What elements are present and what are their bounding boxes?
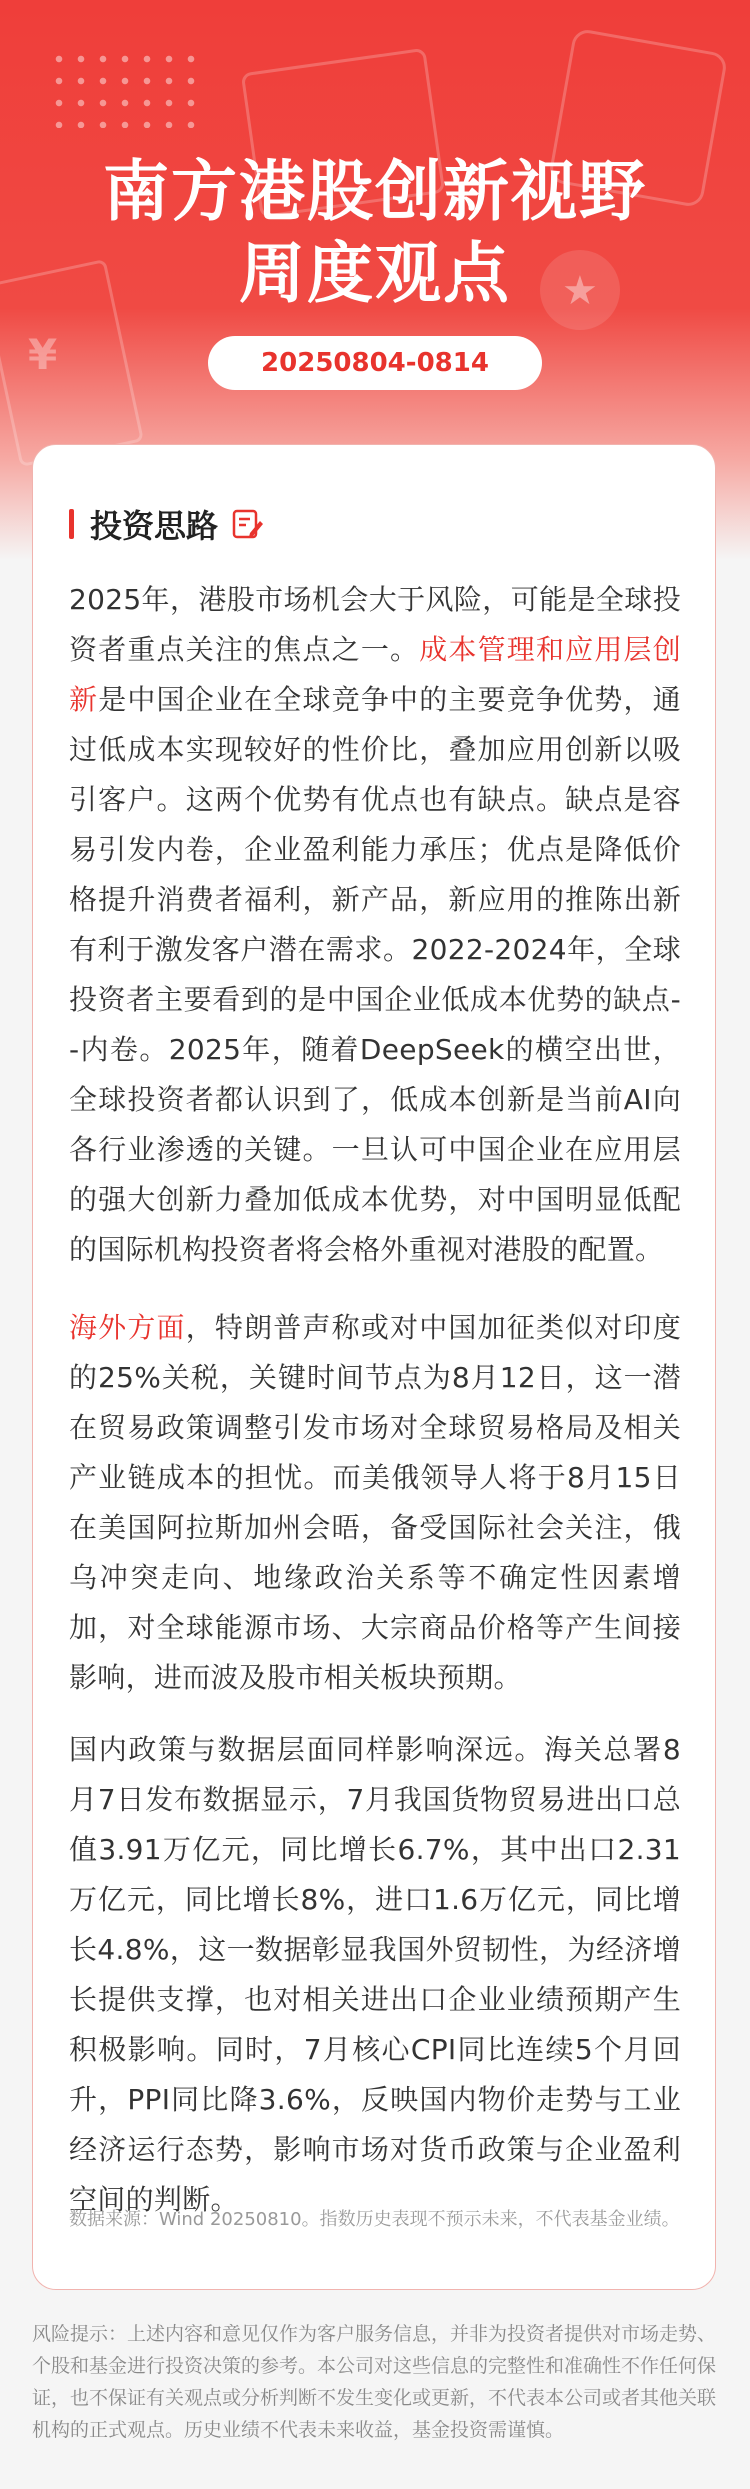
paragraph-strategy [69,575,681,1275]
page-subtitle: 周度观点 [239,235,511,312]
section-header [69,501,264,547]
section-accent-bar [69,509,74,539]
page-title: 南方港股创新视野 [103,153,647,230]
risk-notice: 风险提示：上述内容和意见仅作为客户服务信息，并非为投资者提供对市场走势、个股和基金进行投资决策的参考。本公司对这些信息的完整性和准确性不作任何保证，也不保证有关观点或分析判断不发生变化或更新，不代表本公司或者其他关联机构的正式观点。历史业绩不代表未来收益，基金投资需谨慎。 [32,2323,717,2441]
highlight-text: 海外方面 [69,1311,186,1344]
paragraph-overseas [69,1303,681,1703]
yen-icon: ¥ [28,330,58,379]
data-source-note: 数据来源：Wind 20250810。指数历史表现不预示未来，不代表基金业绩。 [69,2209,680,2230]
paragraph-text: 是中国企业在全球竞争中的主要竞争优势，通过低成本实现较好的性价比，叠加应用创新以吸引客户。这两个优势有优点也有缺点。缺点是容易引发内卷，企业盈利能力承压；优点是降低价格提升消费者福利，新产品，新应用的推陈出新有利于激发客户潜在需求。2022-2024年，全球投资者主要看到的是中国企业低成本优势的缺点--内卷。2025年，随着DeepSeek的横空出世，全球投资者都认识到了，低成本创新是当前AI向各行业渗透的关键。一旦认可中国企业在应用层的强大创新力叠加低成本优势，对中国明显低配的国际机构投资者将会格外重视对港股的配置。 [69,683,681,1266]
edit-note-icon [230,507,264,541]
paragraph-text: 2025年，港股市场机会大于风险，可能是全球投资者重点关注的焦点之一。 [69,583,681,666]
star-icon: ★ [562,268,598,314]
section-title: 投资思路 [90,507,219,545]
dot-pattern [48,48,198,128]
highlight-text: 成本管理和应用层创新 [69,633,681,716]
paragraph-text: ，特朗普声称或对中国加征类似对印度的25%关税，关键时间节点为8月12日，这一潜在贸易政策调整引发市场对全球贸易格局及相关产业链成本的担忧。而美俄领导人将于8月15日在美国阿拉斯加州会晤，备受国际社会关注，俄乌冲突走向、地缘政治关系等不确定性因素增加，对全球能源市场、大宗商品价格等产生间接影响，进而波及股市相关板块预期。 [69,1311,682,1694]
paragraph-domestic: 国内政策与数据层面同样影响深远。海关总署8月7日发布数据显示，7月我国货物贸易进出口总值3.91万亿元，同比增长6.7%，其中出口2.31万亿元，同比增长8%，进口1.6万亿元，同比增长4.8%，这一数据彰显我国外贸韧性，为经济增长提供支撑，也对相关进出口企业业绩预期产生积极影响。同时，7月核心CPI同比连续5个月回升，PPI同比降3.6%，反映国内物价走势与工业经济运行态势，影响市场对货币政策与企业盈利空间的判断。 [69,1733,681,2216]
content-card [32,444,716,2290]
date-range-badge: 20250804-0814 [208,336,542,390]
